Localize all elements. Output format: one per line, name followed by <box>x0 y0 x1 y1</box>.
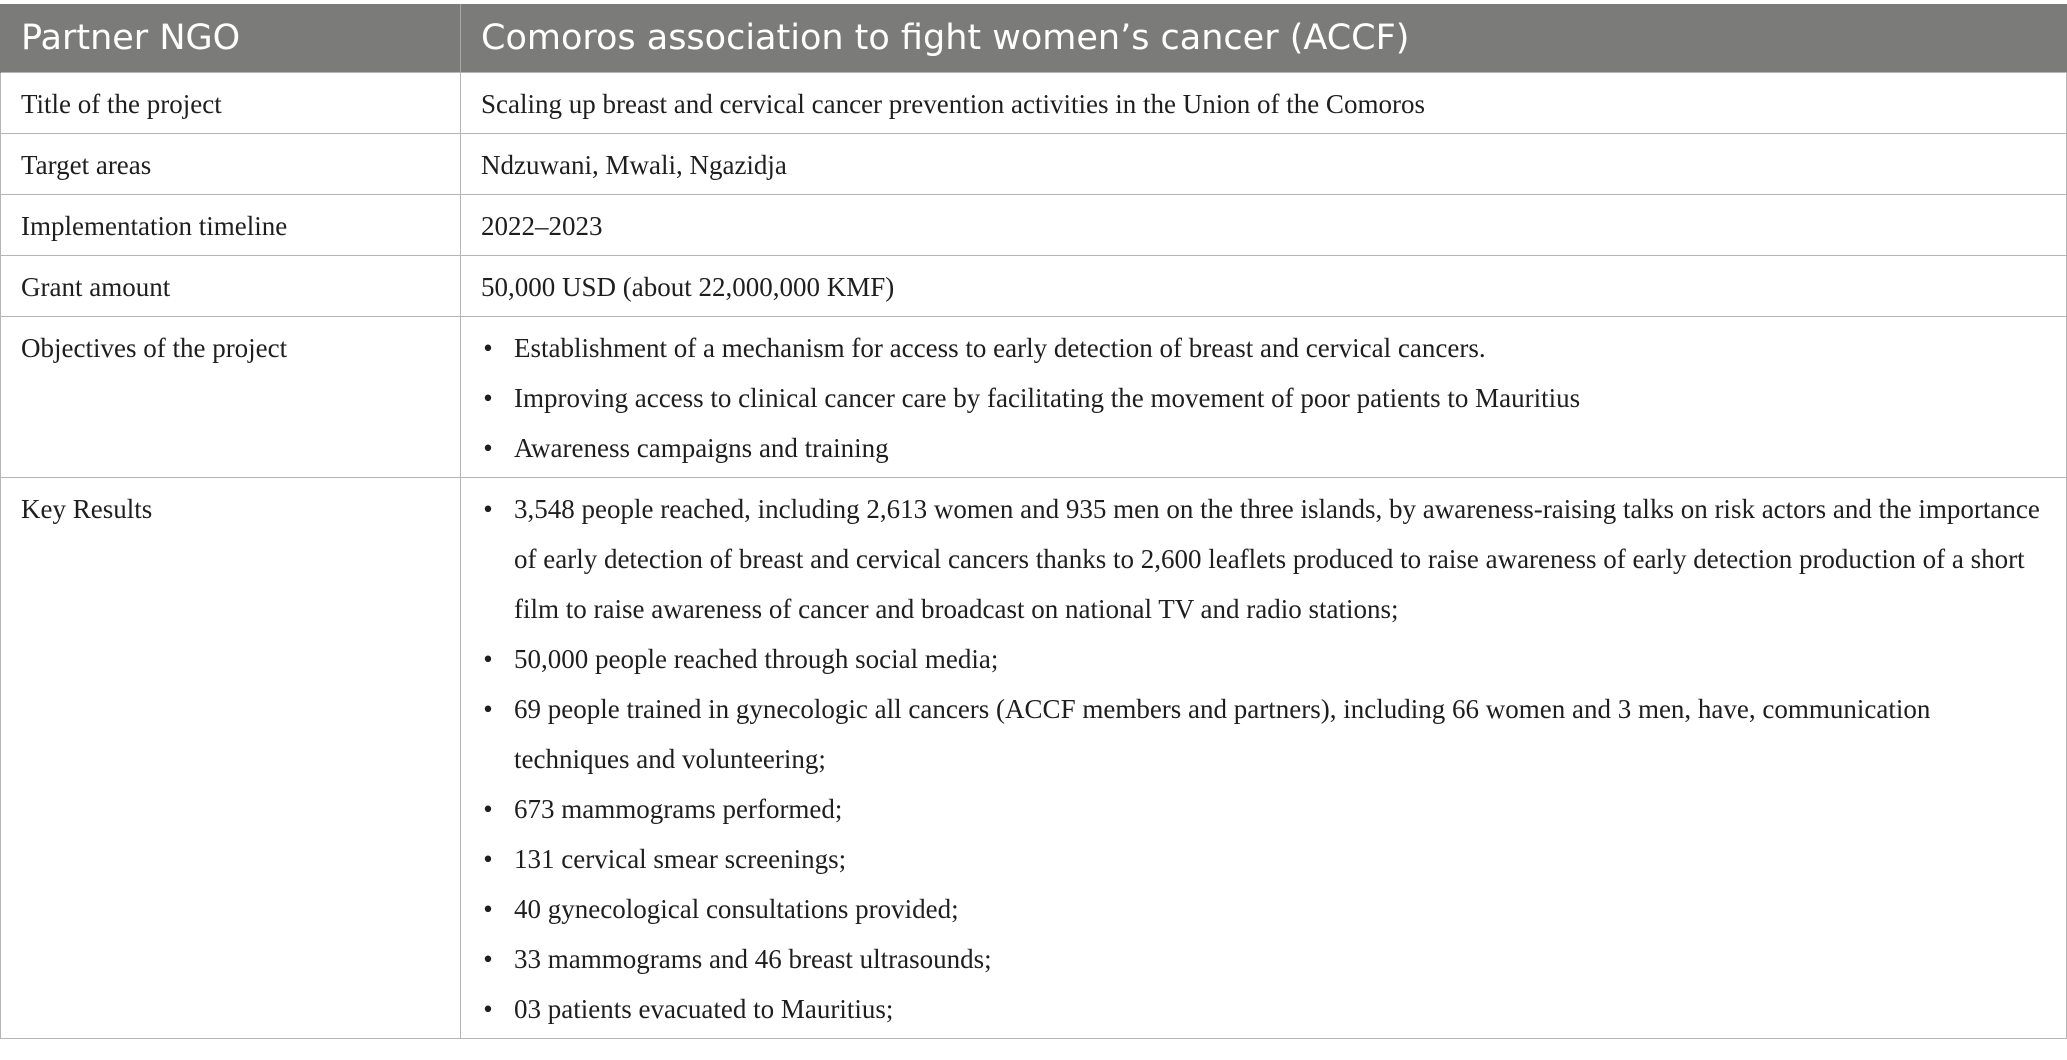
bullet-icon: • <box>483 944 493 974</box>
value-objectives <box>461 317 2067 478</box>
label-grant-amount: Grant amount <box>1 256 461 317</box>
list-item: • Improving access to clinical cancer care by facilitating the movement of poor patients to Mauritius <box>481 373 2046 423</box>
row-implementation-timeline <box>1 195 2067 256</box>
bullet-icon: • <box>483 694 493 724</box>
label-target-areas: Target areas <box>1 134 461 195</box>
bullet-icon: • <box>483 644 493 674</box>
label-project-title: Title of the project <box>1 73 461 134</box>
list-item: • 50,000 people reached through social media; <box>481 634 2046 684</box>
row-objectives <box>1 317 2067 478</box>
bullet-icon: • <box>483 383 493 413</box>
header-ngo-name: Comoros association to fight women’s cancer (ACCF) <box>461 4 2067 73</box>
list-item: • 03 patients evacuated to Mauritius; <box>481 984 2046 1034</box>
objectives-list <box>481 323 2046 473</box>
list-item: • 40 gynecological consultations provided; <box>481 884 2046 934</box>
value-grant-amount: 50,000 USD (about 22,000,000 KMF) <box>461 256 2067 317</box>
label-implementation-timeline: Implementation timeline <box>1 195 461 256</box>
label-key-results: Key Results <box>1 478 461 1039</box>
row-target-areas <box>1 134 2067 195</box>
key-results-list <box>481 484 2046 1034</box>
list-item: • 3,548 people reached, including 2,613 women and 935 men on the three islands, by awareness-raising talks on risk actors and the importance of early detection of breast and cervical cancers thanks to 2,600 leaflets produced to raise awareness of early detection production of a short film to raise awareness of cancer and broadcast on national TV and radio stations; <box>481 484 2046 634</box>
value-target-areas: Ndzuwani, Mwali, Ngazidja <box>461 134 2067 195</box>
list-item: • Establishment of a mechanism for access to early detection of breast and cervical cancers. <box>481 323 2046 373</box>
bullet-icon: • <box>483 433 493 463</box>
bullet-icon: • <box>483 333 493 363</box>
list-item: • 69 people trained in gynecologic all cancers (ACCF members and partners), including 66 women and 3 men, have, communication techniques and volunteering; <box>481 684 2046 784</box>
value-key-results <box>461 478 2067 1039</box>
list-item: • 131 cervical smear screenings; <box>481 834 2046 884</box>
bullet-icon: • <box>483 844 493 874</box>
bullet-icon: • <box>483 794 493 824</box>
list-item: • Awareness campaigns and training <box>481 423 2046 473</box>
label-objectives: Objectives of the project <box>1 317 461 478</box>
bullet-icon: • <box>483 894 493 924</box>
list-item: • 673 mammograms performed; <box>481 784 2046 834</box>
table-header-row <box>1 4 2067 73</box>
list-item: • 33 mammograms and 46 breast ultrasounds; <box>481 934 2046 984</box>
project-table <box>0 4 2067 1039</box>
row-grant-amount <box>1 256 2067 317</box>
row-key-results <box>1 478 2067 1039</box>
header-partner-ngo: Partner NGO <box>1 4 461 73</box>
value-project-title: Scaling up breast and cervical cancer prevention activities in the Union of the Comoros <box>461 73 2067 134</box>
bullet-icon: • <box>483 994 493 1024</box>
row-project-title <box>1 73 2067 134</box>
bullet-icon: • <box>483 494 493 524</box>
value-implementation-timeline: 2022–2023 <box>461 195 2067 256</box>
